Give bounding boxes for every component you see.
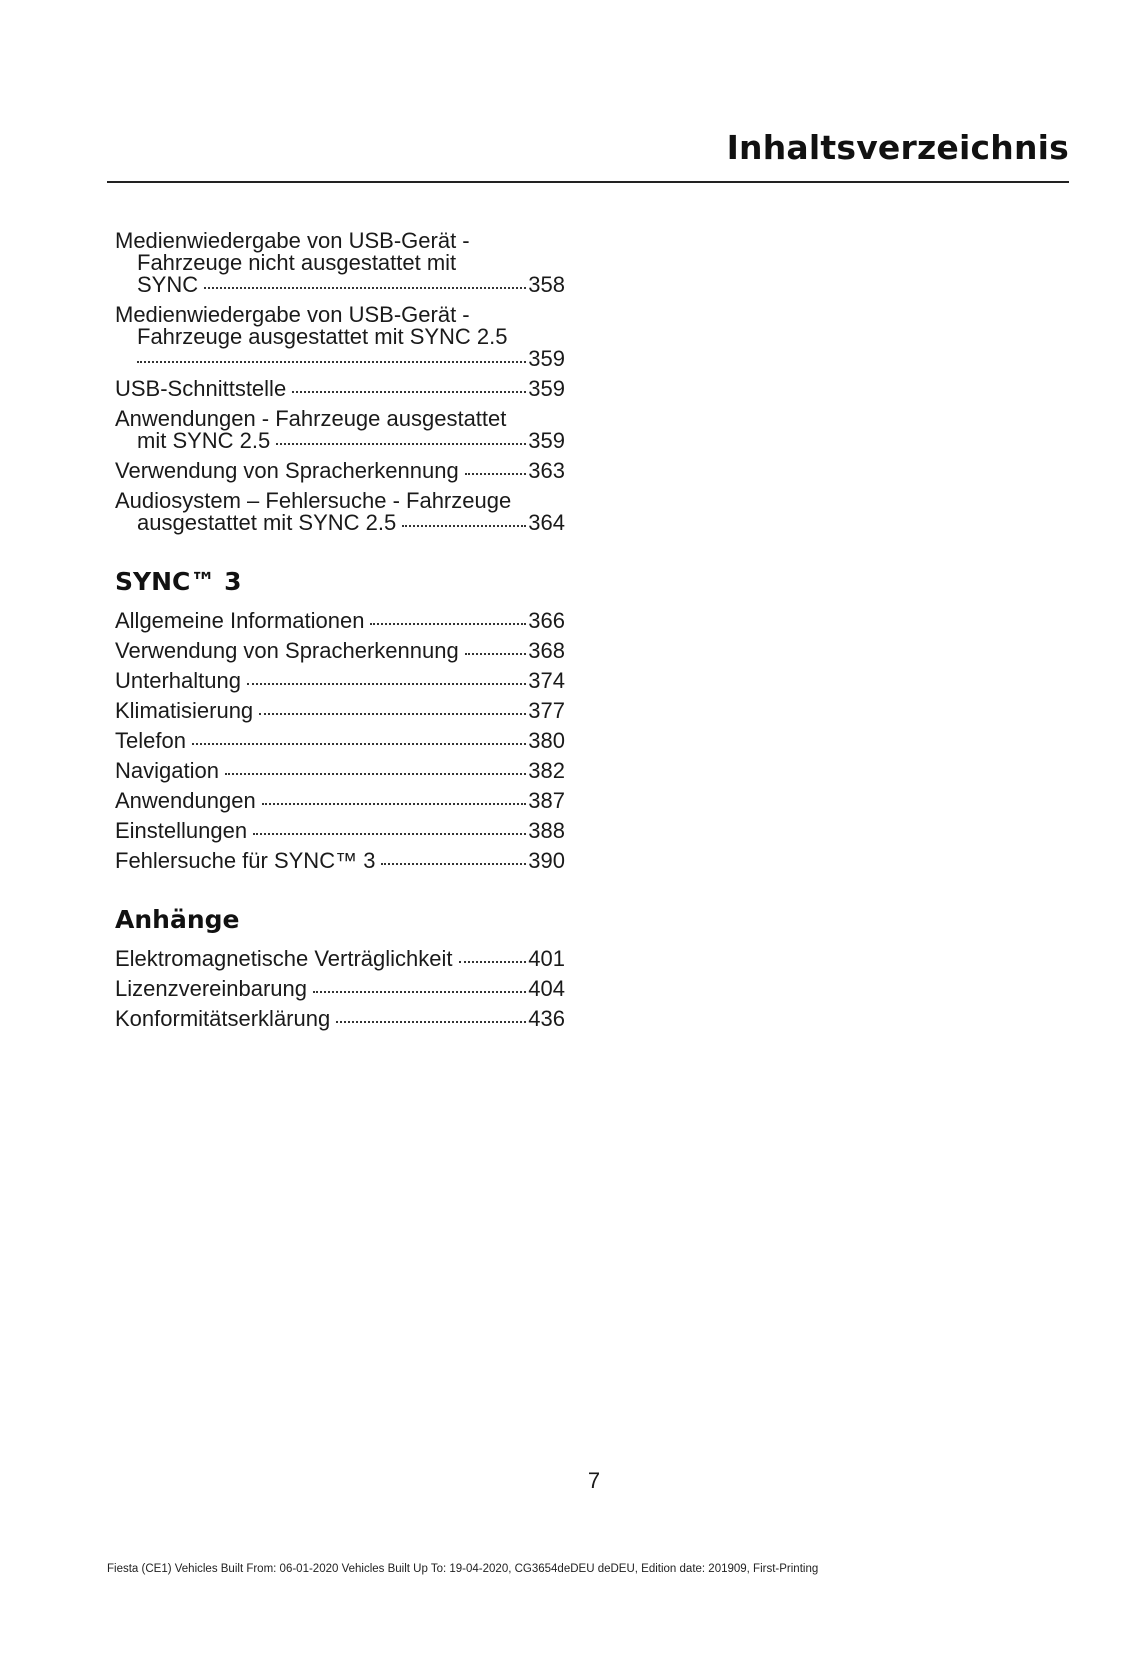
dot-leader bbox=[402, 525, 526, 527]
toc-page-number: 358 bbox=[528, 272, 565, 297]
toc-entry-lastline bbox=[115, 730, 565, 752]
dot-leader bbox=[292, 391, 526, 393]
toc-entry[interactable] bbox=[115, 760, 565, 782]
toc-page-number: 368 bbox=[528, 638, 565, 663]
toc-entry-lastline bbox=[115, 850, 565, 872]
toc-entry-title: Klimatisierung bbox=[115, 698, 254, 723]
dot-leader bbox=[465, 473, 527, 475]
toc-entry-lastline bbox=[115, 512, 565, 534]
toc-page-number: 404 bbox=[528, 976, 565, 1001]
toc-page-number: 363 bbox=[528, 458, 565, 483]
toc-entry-lastline bbox=[115, 978, 565, 1000]
toc-page-number: 359 bbox=[528, 428, 565, 453]
toc-entry-title: Verwendung von Spracherkennung bbox=[115, 638, 459, 663]
toc-entry-title: ausgestattet mit SYNC 2.5 bbox=[137, 510, 397, 535]
toc-page-number: 390 bbox=[528, 848, 565, 873]
toc-entry[interactable] bbox=[115, 378, 565, 400]
toc-entry[interactable] bbox=[115, 304, 565, 370]
toc-page-number: 380 bbox=[528, 728, 565, 753]
toc-entry[interactable] bbox=[115, 790, 565, 812]
page-number: 7 bbox=[587, 1468, 601, 1493]
toc-entry-lastline bbox=[115, 378, 565, 400]
toc-entry-line: Fahrzeuge nicht ausgestattet mit bbox=[137, 250, 457, 275]
dot-leader bbox=[247, 683, 526, 685]
toc-entry-line: Medienwiedergabe von USB-Gerät - bbox=[115, 228, 470, 253]
toc-entry-lastline bbox=[115, 640, 565, 662]
toc-page-number: 436 bbox=[528, 1006, 565, 1031]
toc-entry-line: Audiosystem – Fehlersuche - Fahrzeuge bbox=[115, 488, 512, 513]
toc-entry-lastline bbox=[115, 610, 565, 632]
dot-leader bbox=[459, 961, 527, 963]
toc-entry-lastline bbox=[115, 760, 565, 782]
dot-leader bbox=[370, 623, 526, 625]
toc-entry-lastline bbox=[115, 460, 565, 482]
dot-leader bbox=[192, 743, 526, 745]
table-of-contents bbox=[115, 230, 565, 1038]
toc-entry[interactable] bbox=[115, 490, 565, 534]
toc-entry[interactable] bbox=[115, 610, 565, 632]
title-divider bbox=[107, 181, 1069, 183]
toc-entry[interactable] bbox=[115, 978, 565, 1000]
toc-page-number: 364 bbox=[528, 510, 565, 535]
toc-page-number: 387 bbox=[528, 788, 565, 813]
toc-entry-lastline bbox=[115, 700, 565, 722]
toc-entry[interactable] bbox=[115, 460, 565, 482]
toc-entry-title: Telefon bbox=[115, 728, 186, 753]
toc-entry-title: SYNC bbox=[137, 272, 199, 297]
toc-page-number: 377 bbox=[528, 698, 565, 723]
toc-entry-title: Anwendungen bbox=[115, 788, 256, 813]
dot-leader bbox=[313, 991, 526, 993]
toc-entry-title: Lizenzvereinbarung bbox=[115, 976, 308, 1001]
toc-page-number: 401 bbox=[528, 946, 565, 971]
toc-entry[interactable] bbox=[115, 408, 565, 452]
toc-page-number: 359 bbox=[528, 346, 565, 371]
toc-entry-lastline bbox=[115, 274, 565, 296]
toc-entry-title: USB-Schnittstelle bbox=[115, 376, 287, 401]
toc-entry-line: Anwendungen - Fahrzeuge ausgestattet bbox=[115, 406, 507, 431]
toc-entry-lastline bbox=[115, 430, 565, 452]
toc-page-number: 366 bbox=[528, 608, 565, 633]
dot-leader bbox=[259, 713, 526, 715]
toc-entry[interactable] bbox=[115, 850, 565, 872]
toc-entry-line: Fahrzeuge ausgestattet mit SYNC 2.5 bbox=[137, 324, 508, 349]
dot-leader bbox=[465, 653, 527, 655]
dot-leader bbox=[204, 287, 526, 289]
toc-entry-title: Elektromagnetische Verträglichkeit bbox=[115, 946, 453, 971]
page-title: Inhaltsverzeichnis bbox=[726, 128, 1069, 167]
toc-entry[interactable] bbox=[115, 230, 565, 296]
dot-leader bbox=[137, 361, 526, 363]
toc-entry-title: Unterhaltung bbox=[115, 668, 241, 693]
toc-entry-line: Medienwiedergabe von USB-Gerät - bbox=[115, 302, 470, 327]
toc-entry[interactable] bbox=[115, 948, 565, 970]
toc-entry-lastline bbox=[115, 348, 565, 370]
section-heading-sync3: SYNC™ 3 bbox=[115, 567, 242, 596]
toc-page-number: 359 bbox=[528, 376, 565, 401]
toc-entry[interactable] bbox=[115, 700, 565, 722]
section-heading-anhaenge: Anhänge bbox=[115, 905, 240, 934]
toc-entry-title: Einstellungen bbox=[115, 818, 248, 843]
toc-entry-title: mit SYNC 2.5 bbox=[137, 428, 271, 453]
toc-entry-lastline bbox=[115, 670, 565, 692]
toc-page-number: 382 bbox=[528, 758, 565, 783]
toc-entry-title: Navigation bbox=[115, 758, 219, 783]
toc-entry-lastline bbox=[115, 1008, 565, 1030]
dot-leader bbox=[262, 803, 527, 805]
toc-entry-lastline bbox=[115, 948, 565, 970]
dot-leader bbox=[225, 773, 526, 775]
dot-leader bbox=[253, 833, 526, 835]
dot-leader bbox=[336, 1021, 526, 1023]
toc-entry-title: Fehlersuche für SYNC™ 3 bbox=[115, 848, 376, 873]
footer-edition-info: Fiesta (CE1) Vehicles Built From: 06-01-2020 Vehicles Built Up To: 19-04-2020, CG3654deDEU deDEU, Edition date: 201909, First-Printing bbox=[107, 1563, 819, 1575]
toc-entry-lastline bbox=[115, 790, 565, 812]
toc-page-number: 374 bbox=[528, 668, 565, 693]
dot-leader bbox=[276, 443, 526, 445]
toc-entry-title: Verwendung von Spracherkennung bbox=[115, 458, 459, 483]
toc-entry-lastline bbox=[115, 820, 565, 842]
toc-entry[interactable] bbox=[115, 670, 565, 692]
dot-leader bbox=[381, 863, 526, 865]
toc-entry[interactable] bbox=[115, 730, 565, 752]
toc-entry-title: Konformitätserklärung bbox=[115, 1006, 331, 1031]
toc-entry[interactable] bbox=[115, 640, 565, 662]
toc-page-number: 388 bbox=[528, 818, 565, 843]
toc-entry-title: Allgemeine Informationen bbox=[115, 608, 365, 633]
toc-entry[interactable] bbox=[115, 820, 565, 842]
toc-entry[interactable] bbox=[115, 1008, 565, 1030]
